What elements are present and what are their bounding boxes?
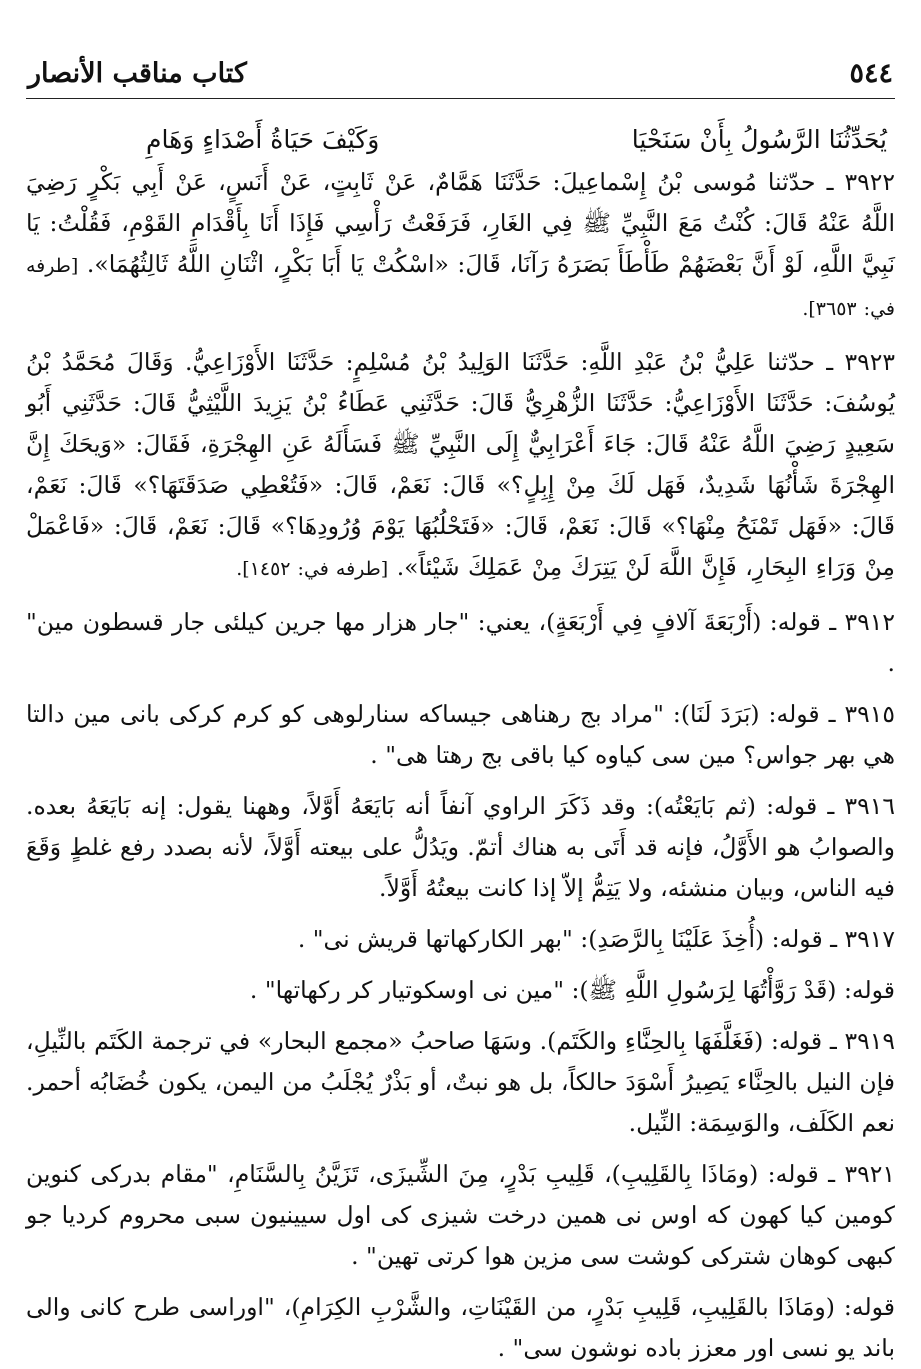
hadith-3923 [26, 342, 895, 590]
header-rule [26, 98, 895, 99]
page-number: ٥٤٤ [849, 58, 893, 89]
hadith-3922 [26, 162, 895, 330]
poetry-verse [26, 118, 895, 162]
commentary-note-3919: ٣٩١٩ ـ قوله: (فَغَلَّفَهَا بِالحِنَّاءِ والكَتَم). وسَهَا صاحبُ «مجمع البحار» في ترجمة الكَتَم بالنِّيلِ، فإن النيل بالحِنَّاء يَصِيرُ أَسْوَدَ حالكاً، بل هو نبتٌ، أو بَذْرٌ يُجْلَبُ من اليمن، يكون خُضَابُه أحمر. نعم الكَلَف، والوَسِمَة: النِّيل. [26, 1027, 895, 1137]
book-title: كتاب مناقب الأنصار [28, 58, 247, 89]
verse-hemistich-right: يُحَدِّثُنَا الرَّسُولُ بِأَنْ سَنَحْيَا [631, 125, 887, 154]
commentary-note-3921b: قوله: (ومَاذَا بالقَلِيبِ، قَلِيبِ بَدْرٍ، من القَيْنَاتِ، والشَّرْبِ الكِرَامِ)، "اوراسى طرح كانى والى باند يو نسى اور معزز باده نوشون سى" . [26, 1293, 895, 1362]
verse-hemistich-left: وَكَيْفَ حَيَاةُ أَصْدَاءٍ وَهَامِ [146, 125, 380, 154]
commentary-note-3915: ٣٩١٥ ـ قوله: (بَرَدَ لَنَا): "مراد بج رهناهى جيساكه سنارلوهى كو كرم كركى بانى مين دالتا هي بهر جواس؟ مين سى كياوه كيا باقى بج رهتا هى" . [26, 700, 895, 769]
commentary-note-3921: ٣٩٢١ ـ قوله: (ومَاذَا بِالقَلِيبِ)، قَلِيبِ بَدْرٍ، مِنَ الشِّيزَى، تَزَيَّنُ بِالسَّنَامِ، "مقام بدركى كنوين كومين كيا كهون كه اوس نى همين درخت شيزى كى اول سيينيون سبى محروم كرديا جو كبهى كوهان شتركى كوشت سى مزين هوا كرتى تهين" . [26, 1160, 895, 1270]
commentary-note-3917b: قوله: (قَدْ رَوَّأْتُهَا لِرَسُولِ اللَّهِ ﷺ): "مين نى اوسكوتيار كر ركهاتها" . [249, 976, 895, 1004]
hadith-cross-reference: [طرفه في: ٣٦٥٣]. [26, 255, 895, 320]
commentary-note-3912: ٣٩١٢ ـ قوله: (أَرْبَعَةَ آلافٍ فِي أَرْبَعَةٍ)، يعني: "جار هزار مها جرين كيلئى جار قسطون مين" . [26, 608, 895, 677]
hadith-cross-reference: [طرفه في: ١٤٥٢]. [236, 558, 389, 580]
hadith-text: ٣٩٢٢ ـ حدّثنا مُوسى بْنُ إِسْماعِيلَ: حَدَّثَنَا هَمَّامٌ، عَنْ ثَابِتٍ، عَنْ أَنَسٍ، عَنْ أَبِي بَكْرٍ رَضِيَ اللَّهُ عَنْهُ قَالَ: كُنْتُ مَعَ النَّبِيِّ ﷺ فِي الغَارِ، فَرَفَعْتُ رَأْسِي فَإِذَا أَنَا بِأَقْدَامِ القَوْمِ، فَقُلْتُ: يَا نَبِيَّ اللَّهِ، لَوْ أَنَّ بَعْضَهُمْ طَأْطَأَ بَصَرَهُ رَآنَا، قَالَ: «اسْكُتْ يَا أَبَا بَكْرٍ، اثْنَانِ اللَّهُ ثَالِثُهُمَا». [26, 168, 895, 278]
commentary-note-3917: ٣٩١٧ ـ قوله: (أُخِذَ عَلَيْنَا بِالرَّصَدِ): "بهر الكاركهاتها قريش نى" . [297, 925, 895, 953]
page-body [26, 112, 895, 1362]
running-header [28, 58, 893, 94]
commentary-note-3916: ٣٩١٦ ـ قوله: (ثم بَايَعْتُه): وقد ذَكَرَ الراوي آنفاً أنه بَايَعَهُ أَوَّلاً، وههنا يقول: إنه بَايَعَهُ بعده. والصوابُ هو الأَوَّلُ، فإنه قد أَتَى به هناك أتمّ. ويَدُلُّ على بيعته أَوَّلاً، لأنه بصدد رفع غلطٍ وَقَعَ فيه الناس، وبيان منشئه، ولا يَتِمُّ إلاّ إذا كانت بيعتُهُ أَوَّلاً. [26, 792, 895, 902]
hadith-text: ٣٩٢٣ ـ حدّثنا عَلِيُّ بْنُ عَبْدِ اللَّهِ: حَدَّثَنَا الوَلِيدُ بْنُ مُسْلِمٍ: حَدَّثَنَا الأَوْزَاعِيُّ. وَقَالَ مُحَمَّدُ بْنُ يُوسُفَ: حَدَّثَنَا الأَوْزَاعِيُّ: حَدَّثَنَا الزُّهْرِيُّ قَالَ: حَدَّثَنِي عَطَاءُ بْنُ يَزِيدَ اللَّيْثِيُّ قَالَ: حَدَّثَنِي أَبُو سَعِيدٍ رَضِيَ اللَّهُ عَنْهُ قَالَ: جَاءَ أَعْرَابِيٌّ إِلَى النَّبِيِّ ﷺ فَسَأَلَهُ عَنِ الهِجْرَةِ، فَقَالَ: «وَيحَكَ إِنَّ الهِجْرَةَ شَأْنُهَا شَدِيدٌ، فَهَل لَكَ مِنْ إِبِلٍ؟» قَالَ: نَعَمْ، قَالَ: «فَتُعْطِي صَدَقَتَهَا؟» قَالَ: نَعَمْ، قَالَ: «فَهَل تَمْنَحُ مِنْهَا؟» قَالَ: نَعَمْ، قَالَ: «فَتَحْلُبُهَا يَوْمَ وُرُودِهَا؟» قَالَ: نَعَمْ، قَالَ: «فَاعْمَلْ مِنْ وَرَاءِ البِحَارِ، فَإِنَّ اللَّهَ لَنْ يَتِرَكَ مِنْ عَمَلِكَ شَيْئاً». [26, 348, 895, 581]
